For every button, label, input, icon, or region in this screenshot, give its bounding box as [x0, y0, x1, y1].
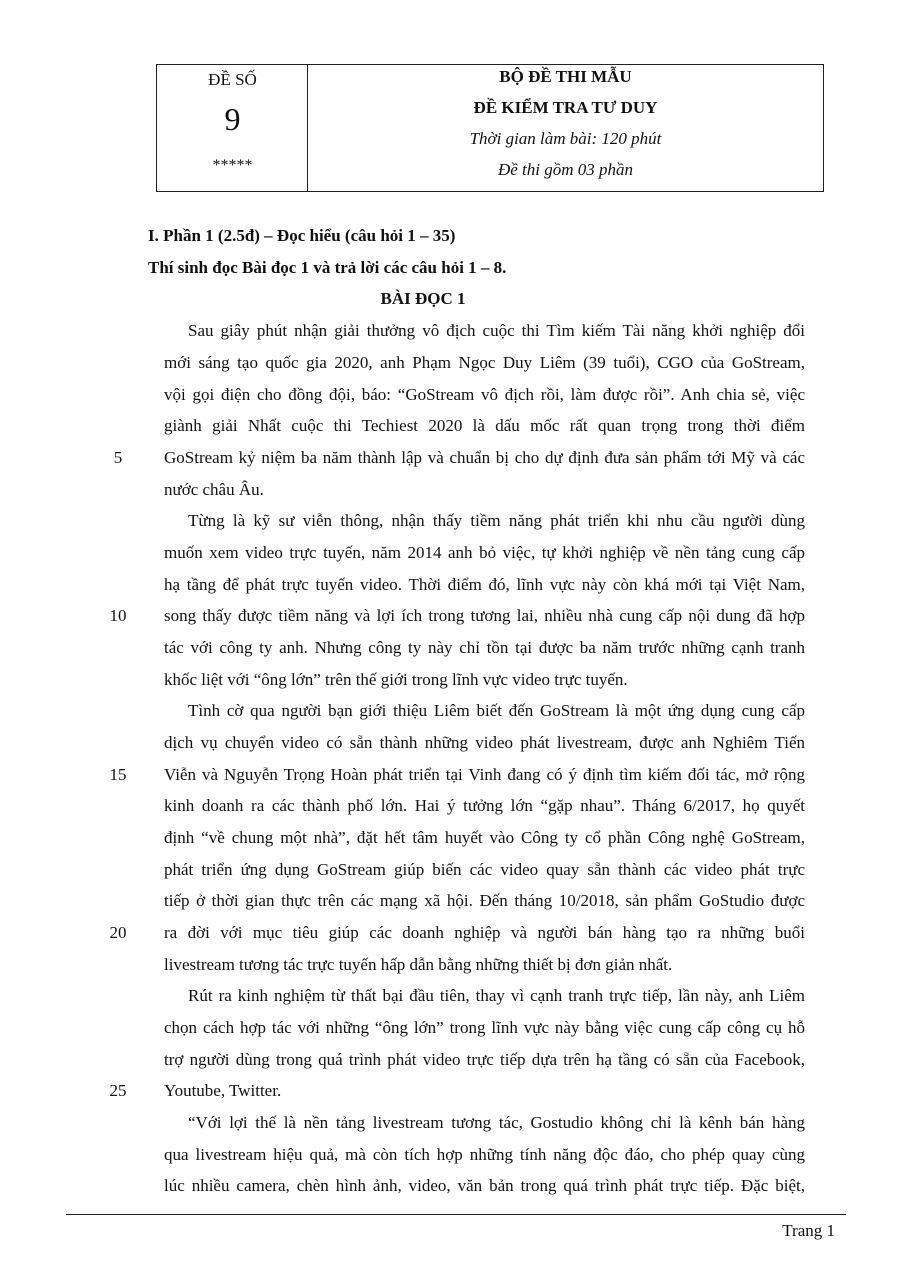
section-heading: I. Phần 1 (2.5đ) – Đọc hiểu (câu hỏi 1 – 35): [148, 226, 456, 245]
passage-line: ra đời với mục tiêu giúp các doanh nghiệp và người bán hàng tạo ra những buổi: [164, 923, 805, 942]
passage-line: tác với công ty anh. Nhưng công ty này chỉ tồn tại được ba năm trước những cạnh tranh: [164, 638, 805, 657]
line-number: 5: [113, 448, 123, 467]
line-number: 20: [109, 923, 127, 942]
passage-line: Tình cờ qua người bạn giới thiệu Liêm biết đến GoStream là một ứng dụng cung cấp: [188, 701, 805, 720]
passage-line: Từng là kỹ sư viễn thông, nhận thấy tiềm năng phát triển khi nhu cầu người dùng: [188, 511, 805, 530]
line-number: 25: [109, 1081, 127, 1100]
passage-line: kinh doanh ra các thành phố lớn. Hai ý tưởng lớn “gặp nhau”. Tháng 6/2017, họ quyết: [164, 796, 805, 815]
exam-info-cell: [308, 65, 823, 191]
passage-line: Viễn và Nguyễn Trọng Hoàn phát triển tại Vinh đang có ý định tìm kiếm đối tác, mở rộng: [164, 765, 805, 784]
passage-line: song thấy được tiềm năng và lợi ích trong tương lai, nhiều nhà cung cấp nội dung đã hợp: [164, 606, 805, 625]
instruction-text: Thí sinh đọc Bài đọc 1 và trả lời các câu hỏi 1 – 8.: [148, 258, 507, 277]
passage-line: Sau giây phút nhận giải thưởng vô địch cuộc thi Tìm kiếm Tài năng khởi nghiệp đổi: [188, 321, 805, 340]
exam-parts: Đề thi gồm 03 phần: [497, 160, 634, 179]
passage-line: livestream tương tác trực tuyến hấp dẫn bằng những thiết bị đơn giản nhất.: [164, 955, 673, 974]
passage-line: GoStream kỷ niệm ba năm thành lập và chuẩn bị cho dự định đưa sản phẩm tới Mỹ và các: [164, 448, 805, 467]
passage-line: khốc liệt với “ông lớn” trên thế giới trong lĩnh vực video trực tuyến.: [164, 670, 628, 689]
stars-decoration: *****: [212, 157, 253, 174]
passage-line: định “về chung một nhà”, đặt hết tâm huyết vào Công ty cổ phần Công nghệ GoStream,: [164, 828, 805, 847]
line-number: 10: [109, 606, 127, 625]
passage-line: Rút ra kinh nghiệm từ thất bại đầu tiên, thay vì cạnh tranh trực tiếp, lần này, anh Liêm: [188, 986, 805, 1005]
passage-line: muốn xem video trực tuyến, năm 2014 anh bỏ việc, tự khởi nghiệp về nền tảng cung cấp: [164, 543, 805, 562]
passage-line: lúc nhiều camera, chèn hình ảnh, video, văn bản trong quá trình phát trực tiếp. Đặc biệt,: [164, 1176, 805, 1195]
footer-rule: [66, 1214, 846, 1215]
passage-line: tiếp ở thời gian thực trên các mạng xã hội. Đến tháng 10/2018, sản phẩm GoStudio được: [164, 891, 805, 910]
exam-number: 9: [224, 101, 241, 137]
reading-title: BÀI ĐỌC 1: [380, 289, 466, 308]
exam-header-table: [156, 64, 824, 192]
exam-duration: Thời gian làm bài: 120 phút: [469, 129, 662, 148]
exam-number-label: ĐỀ SỐ: [208, 70, 257, 89]
line-number: 15: [109, 765, 127, 784]
passage-line: phát triển ứng dụng GoStream giúp biến các video quay sẵn thành các video phát trực: [164, 860, 805, 879]
passage-line: dịch vụ chuyển video có sẵn thành những video phát livestream, được anh Nghiêm Tiến: [164, 733, 805, 752]
page-number: Trang 1: [782, 1221, 835, 1240]
exam-number-cell: [157, 65, 308, 191]
passage-line: mới sáng tạo quốc gia 2020, anh Phạm Ngọc Duy Liêm (39 tuổi), CGO của GoStream,: [164, 353, 805, 372]
passage-line: vội gọi điện cho đồng đội, báo: “GoStream vô địch rồi, làm được rồi”. Anh chia sẻ, việc: [164, 385, 805, 404]
passage-line: chọn cách hợp tác với những “ông lớn” trong lĩnh vực này bằng việc cung cấp công cụ hỗ: [164, 1018, 805, 1037]
passage-line: Youtube, Twitter.: [164, 1081, 282, 1100]
exam-title: ĐỀ KIỂM TRA TƯ DUY: [473, 98, 658, 117]
passage-line: “Với lợi thế là nền tảng livestream tương tác, Gostudio không chỉ là kênh bán hàng: [188, 1113, 805, 1132]
passage-line: hạ tầng để phát trực tuyến video. Thời điểm đó, lĩnh vực này còn khá mới tại Việt Nam,: [164, 575, 805, 594]
exam-set-title: BỘ ĐỀ THI MẪU: [499, 67, 632, 86]
passage-line: qua livestream hiệu quả, mà còn tích hợp những tính năng độc đáo, cho phép quay cùng: [164, 1145, 805, 1164]
passage-line: giành giải Nhất cuộc thi Techiest 2020 là dấu mốc rất quan trọng trong thời điểm: [164, 416, 805, 435]
passage-line: trợ người dùng trong quá trình phát video trực tiếp dựa trên hạ tầng có sẵn của Facebook,: [164, 1050, 805, 1069]
passage-line: nước châu Âu.: [164, 480, 264, 499]
